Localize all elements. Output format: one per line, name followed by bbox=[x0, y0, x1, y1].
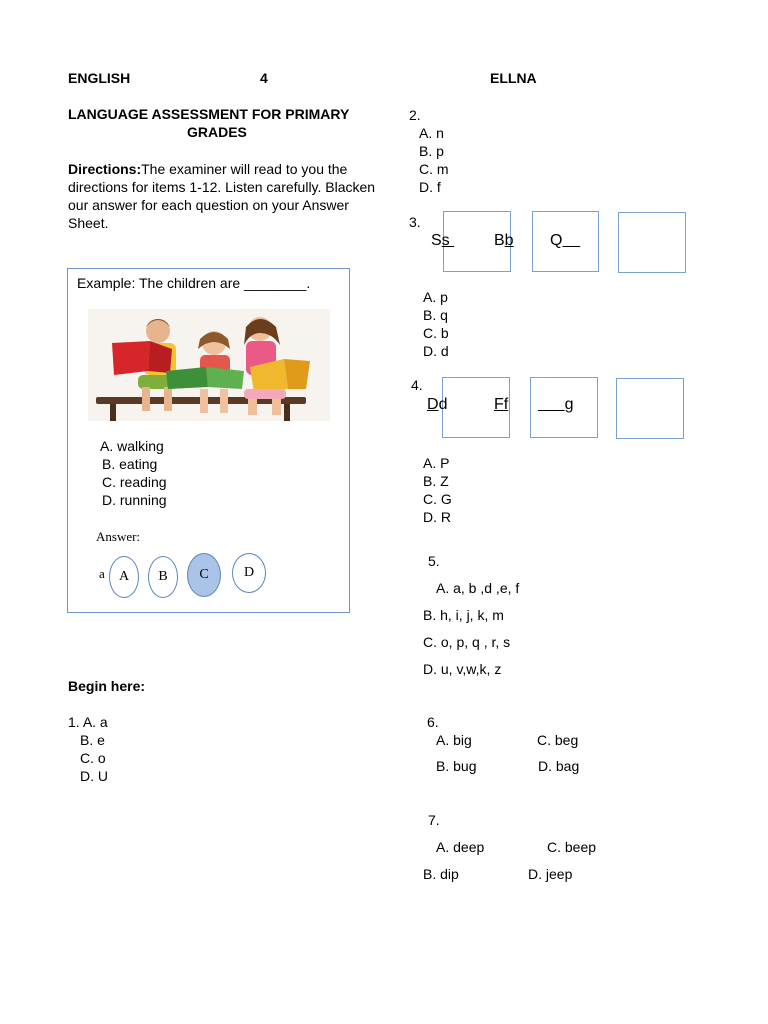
item-2-choice-b: B. p bbox=[419, 143, 444, 159]
item-2-choice-c: C. m bbox=[419, 161, 449, 177]
item-5-choice-a: A. a, b ,d ,e, f bbox=[436, 580, 520, 596]
item-3-choice-c: C. b bbox=[423, 325, 449, 341]
item-4-letters-ff: Ff bbox=[494, 396, 509, 413]
item-1-choice-d: D. U bbox=[80, 768, 108, 784]
item-5-choice-d: D. u, v,w,k, z bbox=[423, 661, 502, 677]
answer-oval-b[interactable]: B bbox=[148, 556, 178, 598]
answer-oval-d[interactable]: D bbox=[232, 553, 266, 593]
title-line-2: GRADES bbox=[187, 124, 247, 140]
item-7-number: 7. bbox=[428, 812, 440, 828]
example-box bbox=[67, 268, 350, 613]
directions bbox=[68, 160, 388, 232]
item-3-letters-ss: Ss bbox=[431, 232, 455, 249]
item-6-choice-c: C. beg bbox=[537, 732, 579, 748]
example-choice-a: A. walking bbox=[100, 438, 164, 454]
item-1 bbox=[68, 713, 108, 731]
test-label: ELLNA bbox=[490, 70, 537, 86]
item-4-choice-c: C. G bbox=[423, 491, 452, 507]
item-1-choice-b: B. e bbox=[80, 732, 105, 748]
item-5-number: 5. bbox=[428, 553, 440, 569]
item-6-number: 6. bbox=[427, 714, 439, 730]
item-3-choice-a: A. p bbox=[423, 289, 448, 305]
directions-label: Directions: bbox=[68, 161, 142, 177]
item-4-letters-g: g bbox=[564, 396, 574, 413]
answer-oval-a[interactable]: A bbox=[109, 556, 139, 598]
item-3-letters-bb: Bb bbox=[494, 232, 514, 249]
item-2-number: 2. bbox=[409, 107, 421, 123]
answer-label: Answer: bbox=[96, 529, 141, 544]
grade-label: 4 bbox=[260, 70, 268, 86]
item-1-number: 1. bbox=[68, 714, 80, 730]
item-6-choice-a: A. big bbox=[436, 732, 472, 748]
item-3-letters-q: Q bbox=[550, 232, 563, 249]
item-3-choice-d: D. d bbox=[423, 343, 449, 359]
item-4-number: 4. bbox=[411, 377, 423, 393]
item-7-choice-c: C. beep bbox=[547, 839, 597, 855]
item-6-choice-d: D. bag bbox=[538, 758, 580, 774]
answer-oval-c-selected[interactable]: C bbox=[187, 553, 221, 597]
item-3-box-answer bbox=[618, 212, 686, 273]
item-4-box-answer bbox=[616, 378, 684, 439]
example-choice-d: D. running bbox=[102, 492, 167, 508]
item-5-choice-c: C. o, p, q , r, s bbox=[423, 634, 511, 650]
example-choice-b: B. eating bbox=[102, 456, 158, 472]
item-4-choice-b: B. Z bbox=[423, 473, 449, 489]
title-line-1: LANGUAGE ASSESSMENT FOR PRIMARY bbox=[68, 106, 350, 122]
item-1-choice-a: A. a bbox=[82, 714, 108, 730]
subject-label: ENGLISH bbox=[68, 70, 131, 86]
item-4-choice-d: D. R bbox=[423, 509, 451, 525]
item-2-choice-a: A. n bbox=[419, 125, 444, 141]
item-3-number: 3. bbox=[409, 214, 421, 230]
directions-text: The examiner will read to you the directions for items 1-12. Listen carefully. Blacken our answer for each question on your Answer Sheet. bbox=[68, 161, 376, 231]
item-1-choice-c: C. o bbox=[80, 750, 106, 766]
item-4-letters-dd: Dd bbox=[427, 396, 448, 413]
answer-prefix: a bbox=[99, 566, 105, 581]
item-2-choice-d: D. f bbox=[419, 179, 441, 195]
children-reading-illustration bbox=[88, 309, 330, 421]
item-5-choice-b: B. h, i, j, k, m bbox=[423, 607, 504, 623]
item-7-choice-a: A. deep bbox=[436, 839, 485, 855]
item-7-choice-d: D. jeep bbox=[528, 866, 573, 882]
item-6-choice-b: B. bug bbox=[436, 758, 477, 774]
item-7-choice-b: B. dip bbox=[423, 866, 459, 882]
example-choice-c: C. reading bbox=[102, 474, 167, 490]
begin-here-label: Begin here: bbox=[68, 678, 146, 694]
example-prompt: Example: The children are ________. bbox=[77, 275, 311, 291]
item-4-choice-a: A. P bbox=[423, 455, 450, 471]
item-3-choice-b: B. q bbox=[423, 307, 448, 323]
